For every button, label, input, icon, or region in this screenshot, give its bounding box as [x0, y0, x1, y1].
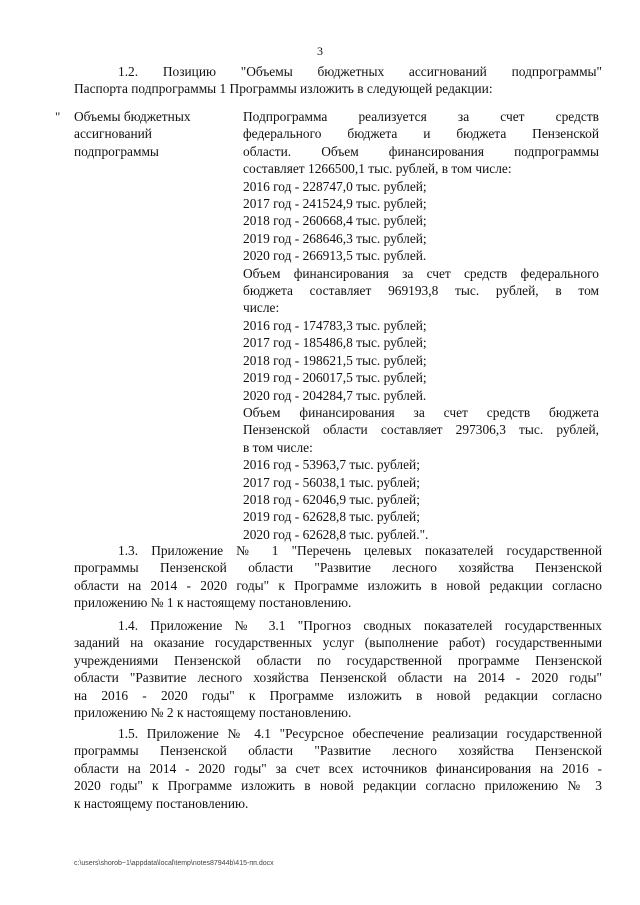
year-line: 2018 год - 260668,4 тыс. рублей; — [243, 213, 427, 229]
text-line: области "Развитие лесного хозяйства Пензенской области на 2014 - 2020 годы" — [74, 670, 602, 686]
table-value-cell — [243, 108, 599, 543]
text-line: области на 2014 - 2020 годы" за счет всех источников финансирования на 2016 - — [74, 760, 602, 776]
year-line: 2019 год - 268646,3 тыс. рублей; — [243, 230, 427, 246]
label-line: ассигнований — [74, 126, 152, 142]
text-line: к настоящему постановлению. — [74, 795, 249, 811]
value-line: Объем финансирования за счет средств федерального — [243, 265, 599, 281]
text-line: приложению № 2 к настоящему постановлению. — [74, 705, 352, 721]
year-line: 2016 год - 53963,7 тыс. рублей; — [243, 457, 420, 473]
text-line: 1.2. Позицию "Объемы бюджетных ассигнований подпрограммы" — [118, 64, 602, 79]
text-line: 1.4. Приложение № 3.1 "Прогноз сводных показателей государственных — [118, 618, 602, 633]
value-line: Подпрограмма реализуется за счет средств — [243, 109, 599, 124]
text-line: Паспорта подпрограммы 1 Программы изложить в следующей редакции: — [74, 81, 493, 97]
label-line: Объемы бюджетных — [74, 109, 191, 124]
text-line: 1.5. Приложение № 4.1 "Ресурсное обеспечение реализации государственной — [118, 726, 602, 741]
year-line: 2016 год - 228747,0 тыс. рублей; — [243, 178, 427, 194]
opening-quote: " — [55, 109, 61, 124]
year-line: 2020 год - 204284,7 тыс. рублей. — [243, 387, 427, 403]
paragraph-1-3 — [74, 542, 602, 612]
text-line: 2020 годы" к Программе изложить в новой редакции согласно приложению № 3 — [74, 778, 602, 794]
value-line: бюджета составляет 969193,8 тыс. рублей, в том — [243, 283, 599, 299]
value-line: области. Объем финансирования подпрограммы — [243, 143, 599, 159]
paragraph-1-4 — [74, 617, 602, 721]
paragraph-1-5 — [74, 725, 602, 812]
year-line: 2017 год - 56038,1 тыс. рублей; — [243, 474, 420, 490]
value-line: Пензенской области составляет 297306,3 тыс. рублей, — [243, 422, 599, 438]
year-line: 2019 год - 62628,8 тыс. рублей; — [243, 509, 420, 525]
label-line: подпрограммы — [74, 143, 159, 159]
year-line: 2017 год - 241524,9 тыс. рублей; — [243, 196, 427, 212]
text-line: 1.3. Приложение № 1 "Перечень целевых показателей государственной — [118, 543, 602, 558]
value-line: Объем финансирования за счет средств бюджета — [243, 404, 599, 420]
value-line: федерального бюджета и бюджета Пензенской — [243, 126, 599, 142]
file-path-footer: c:\users\shorob~1\appdata\local\temp\notes87944b\415-пп.docx — [74, 860, 274, 867]
text-line: программы Пензенской области "Развитие лесного хозяйства Пензенской — [74, 560, 602, 576]
page-number: 3 — [317, 44, 323, 58]
text-line: приложению № 1 к настоящему постановлению. — [74, 595, 352, 611]
year-line: 2020 год - 266913,5 тыс. рублей. — [243, 248, 427, 264]
year-line: 2019 год - 206017,5 тыс. рублей; — [243, 370, 427, 386]
value-line: в том числе: — [243, 439, 313, 455]
text-line: заданий на оказание государственных услуг (выполнение работ) государственными — [74, 635, 602, 651]
text-line: на 2016 - 2020 годы" к Программе изложить в новой редакции согласно — [74, 687, 602, 703]
text-line: учреждениями Пензенской области по государственной программе Пензенской — [74, 652, 602, 668]
year-line: 2016 год - 174783,3 тыс. рублей; — [243, 317, 427, 333]
year-line: 2018 год - 62046,9 тыс. рублей; — [243, 491, 420, 507]
year-line: 2017 год - 185486,8 тыс. рублей; — [243, 335, 427, 351]
year-line: 2018 год - 198621,5 тыс. рублей; — [243, 352, 427, 368]
year-line: 2020 год - 62628,8 тыс. рублей.". — [243, 526, 429, 542]
paragraph-1-2 — [74, 63, 602, 98]
value-line: составляет 1266500,1 тыс. рублей, в том числе: — [243, 161, 512, 177]
text-line: программы Пензенской области "Развитие лесного хозяйства Пензенской — [74, 743, 602, 759]
text-line: области на 2014 - 2020 годы" к Программе изложить в новой редакции согласно — [74, 577, 602, 593]
value-line: числе: — [243, 300, 280, 316]
table-label-cell — [74, 108, 224, 160]
